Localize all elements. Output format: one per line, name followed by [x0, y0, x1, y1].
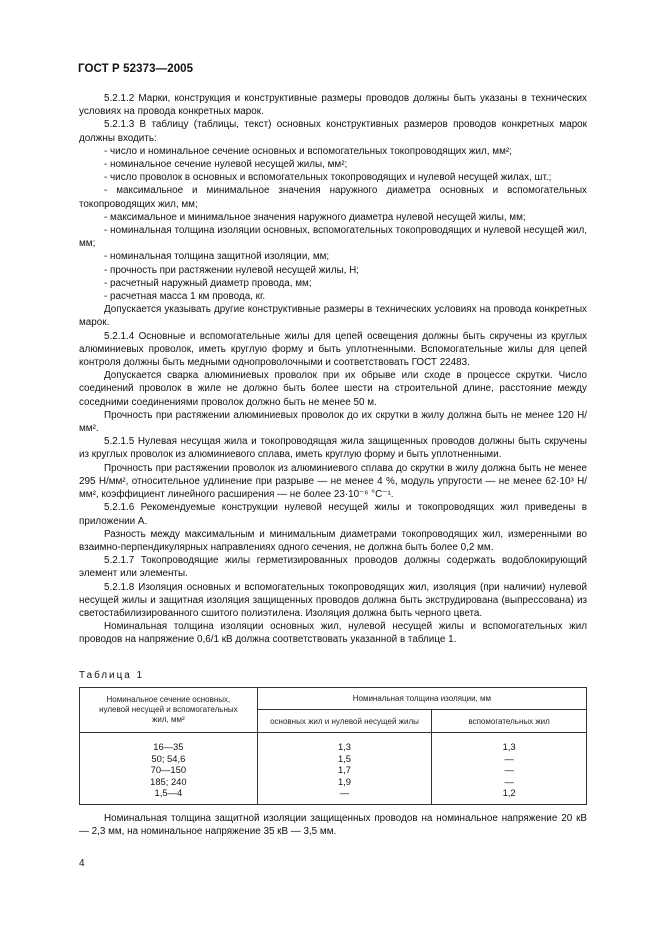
- cell-value: 185; 240: [150, 775, 187, 787]
- cell-value: —: [504, 764, 514, 776]
- paragraph-5-2-1-3: 5.2.1.3 В таблицу (таблицы, текст) основных конструктивных размеров проводов конкретных марок должны входить:: [79, 119, 587, 144]
- paragraph-5-2-1-2: 5.2.1.2 Марки, конструкция и конструктивные размеры проводов должны быть указаны в технических условиях на провода конкретных марок.: [79, 93, 587, 118]
- paragraph-strength-aluminium: Прочность при растяжении алюминиевых проволок до их скрутки в жилу должна быть не менее 120 Н/мм².: [79, 409, 587, 435]
- list-item: - номинальная толщина изоляции основных, вспомогательных токопроводящих и нулевой несущей жил, мм;: [79, 225, 587, 250]
- list-item: - число и номинальное сечение основных и вспомогательных токопроводящих жил, мм²;: [104, 145, 512, 157]
- paragraph-5-2-1-8: 5.2.1.8 Изоляция основных и вспомогательных токопроводящих жил, изоляция (при наличии) нулевой несущей жилы и защитная изоляция защищенных проводов должна быть экструдирована (выпрессована) из светостабилизированного сшитого полиэтилена. Изоляция должна быть черного цвета.: [79, 581, 587, 619]
- table-title: Таблица 1: [79, 670, 144, 681]
- paragraph-5-2-1-6: 5.2.1.6 Рекомендуемые конструкции нулевой несущей жилы и токопроводящих жил приведены в приложении А.: [79, 502, 587, 527]
- cell-value: 1,5—4: [154, 787, 183, 799]
- document-header: ГОСТ Р 52373—2005: [78, 63, 194, 75]
- paragraph-allowed-sizes: Допускается указывать другие конструктивные размеры в технических условиях на провода конкретных марок.: [79, 304, 587, 329]
- header-nominal-section: Номинальное сечение основных, нулевой несущей и вспомогательных жил, мм²: [80, 688, 258, 733]
- document-body: [79, 92, 587, 647]
- list-item: - число проволок в основных и вспомогательных токопроводящих и нулевой несущей жилах, шт.;: [104, 172, 552, 184]
- paragraph-5-2-1-5: 5.2.1.5 Нулевая несущая жила и токопроводящая жила защищенных проводов должны быть скручены из круглых проволок из алюминиевого сплава, иметь круглую форму и быть уплотненными.: [79, 436, 587, 461]
- cell-value: —: [504, 752, 514, 764]
- paragraph-welding: Допускается сварка алюминиевых проволок при их обрыве или сходе в процессе скрутки. Число соединений проволок в жиле не должно быть более шести на строительной длине, расстояние между соседними соединениями проволок должно быть не менее 50 м.: [79, 370, 587, 408]
- paragraph-5-2-1-4: 5.2.1.4 Основные и вспомогательные жилы для цепей освещения должны быть скручены из круглых алюминиевых проволок, иметь круглую форму и быть уплотненными. Вспомогательные жилы для цепей контроля должны быть медными однопроволочными и соответствовать ГОСТ 22483.: [79, 330, 587, 369]
- header-nominal-thickness: Номинальная толщина изоляции, мм: [257, 688, 586, 710]
- list-item: - номинальное сечение нулевой несущей жилы, мм²;: [104, 159, 348, 171]
- paragraph-nominal-thickness: Номинальная толщина изоляции основных жил, нулевой несущей жилы и вспомогательных жил проводов на напряжение 0,6/1 кВ должна соответствовать указанной в таблице 1.: [79, 621, 587, 646]
- cell-value: —: [339, 787, 350, 799]
- paragraph-protective-insulation: Номинальная толщина защитной изоляции защищенных проводов на номинальное напряжение 20 кВ — 2,3 мм, на номинальное напряжение 35 кВ — 3,5 мм.: [79, 813, 587, 838]
- list-item: - расчетный наружный диаметр провода, мм;: [104, 277, 312, 289]
- cell-value: 1,3: [337, 741, 352, 752]
- cell-value: 1,3: [502, 741, 516, 752]
- cell-value: 50; 54,6: [151, 752, 186, 764]
- list-item: - максимальное и минимальное значения наружного диаметра нулевой несущей жилы, мм;: [104, 211, 526, 223]
- page-number: 4: [79, 858, 85, 869]
- cell-value: 1,9: [337, 775, 352, 787]
- paragraph-5-2-1-7: 5.2.1.7 Токопроводящие жилы герметизированных проводов должны содержать водоблокирующий элемент или элементы.: [79, 555, 587, 580]
- list-item: - номинальная толщина защитной изоляции, мм;: [104, 251, 330, 263]
- cell-value: 16—35: [153, 741, 184, 752]
- paragraph-diameter-difference: Разность между максимальным и минимальным диаметрами токопроводящих жил, измеренными во взаимно-перпендикулярных направлениях одного сечения, не должна быть более 0,2 мм.: [79, 528, 587, 553]
- cell-value: 1,5: [337, 752, 352, 764]
- aux-thickness-column: [432, 738, 587, 804]
- cell-value: 1,7: [337, 764, 352, 776]
- cell-value: 70—150: [150, 764, 187, 776]
- header-main-conductors: основных жил и нулевой несущей жилы: [257, 710, 432, 733]
- main-thickness-column: [257, 738, 432, 804]
- cell-value: 1,2: [502, 787, 516, 799]
- paragraph-strength-alloy: Прочность при растяжении проволок из алюминиевого сплава до скрутки в жилу должна быть не менее 295 Н/мм², относительное удлинение при разрыве — не менее 4 %, модуль упругости — не менее 62·10³ Н/мм², коэффициент линейного расширения — не более 23·10⁻⁶ °С⁻¹.: [79, 462, 587, 501]
- header-auxiliary-conductors: вспомогательных жил: [432, 710, 587, 733]
- section-column: [80, 738, 258, 804]
- list-item: - прочность при растяжении нулевой несущей жилы, Н;: [104, 264, 360, 276]
- list-item: - расчетная масса 1 км провода, кг.: [104, 291, 266, 303]
- insulation-thickness-table: [79, 687, 587, 805]
- cell-value: —: [504, 775, 514, 787]
- list-item: - максимальное и минимальное значения наружного диаметра основных и вспомогательных токопроводящих жил, мм;: [79, 185, 587, 210]
